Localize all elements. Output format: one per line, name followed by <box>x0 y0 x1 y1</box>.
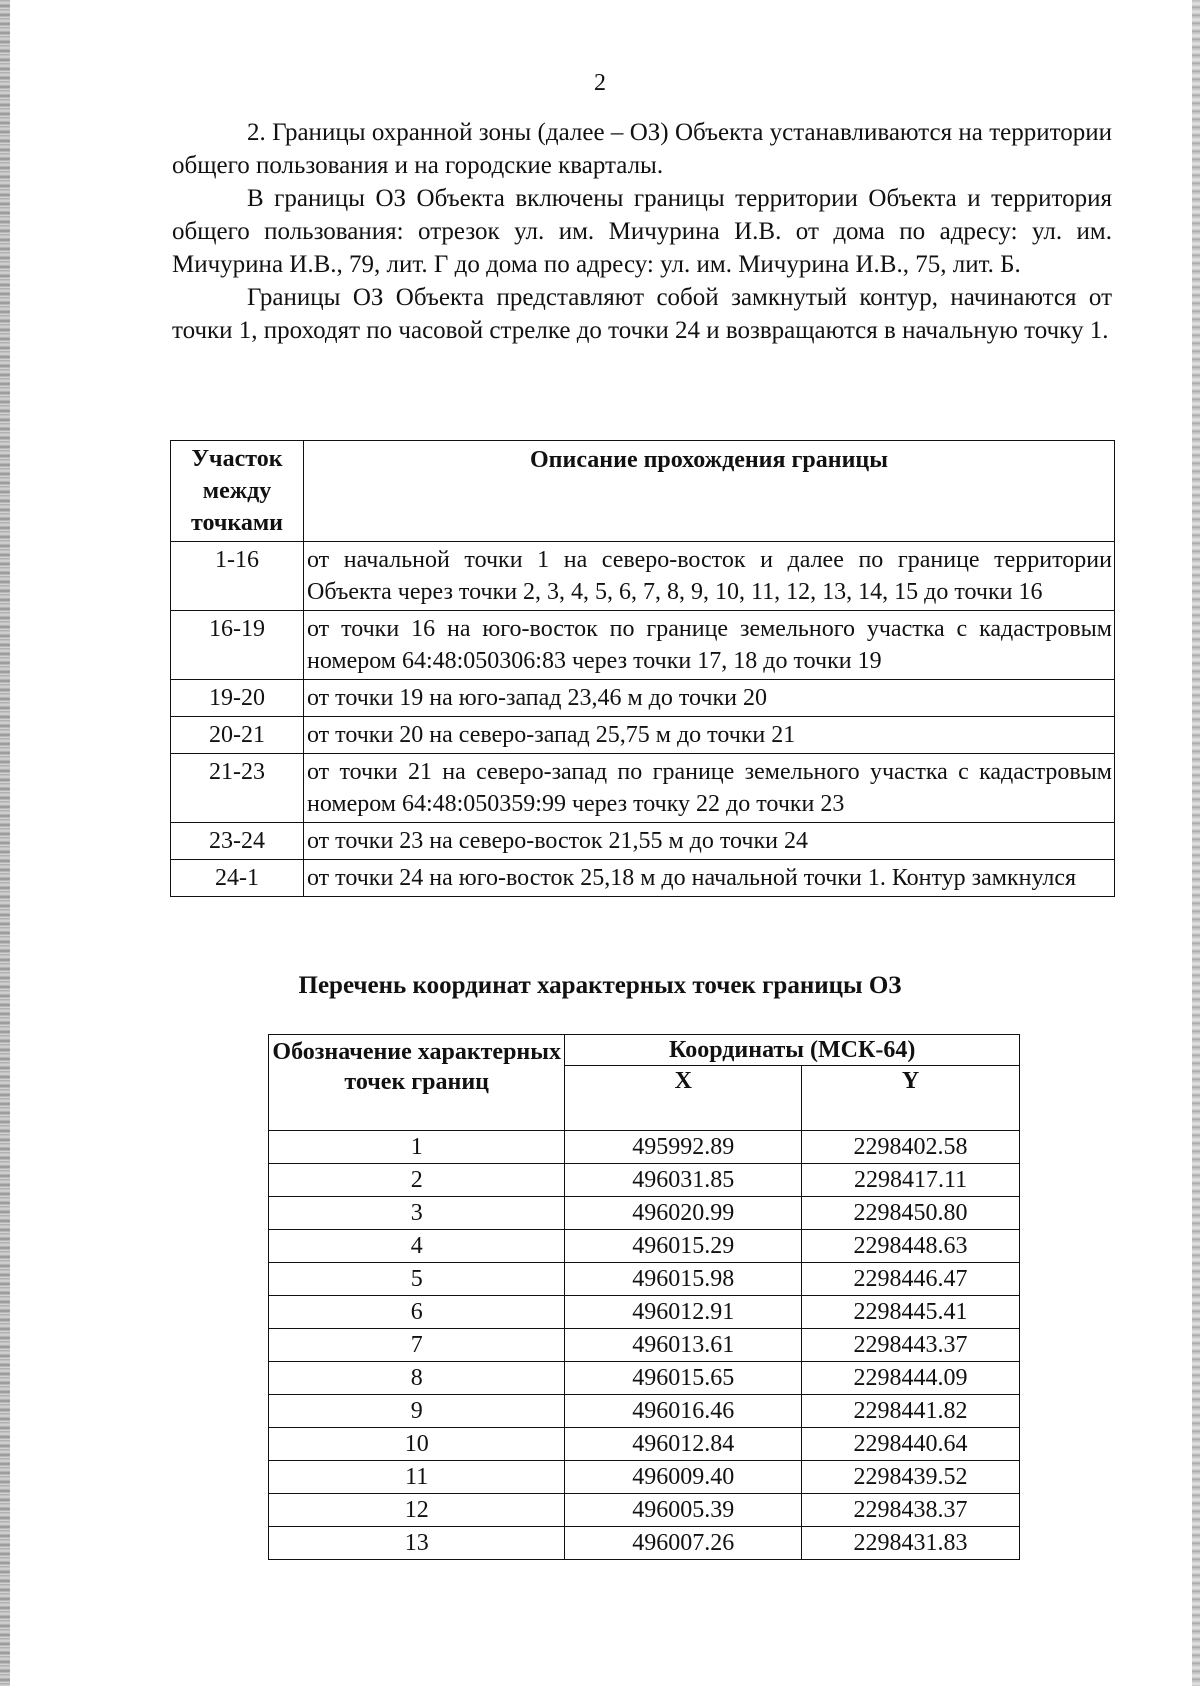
point-cell: 11 <box>269 1461 565 1494</box>
header-point-designation: Обозначение характерных точек границ <box>269 1035 565 1131</box>
segment-cell: 1-16 <box>171 542 304 611</box>
y-cell: 2298446.47 <box>802 1263 1020 1296</box>
paragraph-contour: Границы ОЗ Объекта представляют собой замкнутый контур, начинаются от точки 1, проходят по часовой стрелке до точки 24 и возвращаются в начальную точку 1. <box>172 284 1112 344</box>
point-cell: 6 <box>269 1296 565 1329</box>
boundary-table-body <box>171 542 1115 897</box>
coords-section-title: Перечень координат характерных точек границы ОЗ <box>298 972 902 999</box>
description-cell: от точки 23 на северо-восток 21,55 м до точки 24 <box>304 823 1115 860</box>
point-cell: 5 <box>269 1263 565 1296</box>
page-number: 2 <box>594 70 606 96</box>
table-row <box>269 1296 1020 1329</box>
point-cell: 3 <box>269 1197 565 1230</box>
table-row <box>269 1395 1020 1428</box>
point-cell: 7 <box>269 1329 565 1362</box>
segment-cell: 16-19 <box>171 611 304 680</box>
header-y: Y <box>802 1066 1020 1131</box>
x-cell: 496005.39 <box>565 1494 802 1527</box>
y-cell: 2298438.37 <box>802 1494 1020 1527</box>
table-row <box>269 1263 1020 1296</box>
point-cell: 13 <box>269 1527 565 1560</box>
x-cell: 496015.98 <box>565 1263 802 1296</box>
x-cell: 496015.29 <box>565 1230 802 1263</box>
description-cell: от точки 19 на юго-запад 23,46 м до точки 20 <box>304 680 1115 717</box>
point-cell: 4 <box>269 1230 565 1263</box>
table-row <box>171 717 1115 754</box>
table-row <box>171 680 1115 717</box>
y-cell: 2298443.37 <box>802 1329 1020 1362</box>
y-cell: 2298402.58 <box>802 1131 1020 1164</box>
x-cell: 496013.61 <box>565 1329 802 1362</box>
point-cell: 12 <box>269 1494 565 1527</box>
x-cell: 496015.65 <box>565 1362 802 1395</box>
y-cell: 2298448.63 <box>802 1230 1020 1263</box>
y-cell: 2298440.64 <box>802 1428 1020 1461</box>
table-row <box>171 823 1115 860</box>
coordinates-table <box>268 1034 1020 1560</box>
table-row <box>269 1164 1020 1197</box>
y-cell: 2298441.82 <box>802 1395 1020 1428</box>
table-row <box>269 1494 1020 1527</box>
x-cell: 496031.85 <box>565 1164 802 1197</box>
y-cell: 2298439.52 <box>802 1461 1020 1494</box>
description-cell: от точки 21 на северо-запад по границе земельного участка с кадастровым номером 64:48:050359:99 через точку 22 до точки 23 <box>304 754 1115 823</box>
point-cell: 2 <box>269 1164 565 1197</box>
description-cell: от точки 24 на юго-восток 25,18 м до начальной точки 1. Контур замкнулся <box>304 860 1115 897</box>
table-row <box>269 1329 1020 1362</box>
point-cell: 8 <box>269 1362 565 1395</box>
point-cell: 9 <box>269 1395 565 1428</box>
header-x: X <box>565 1066 802 1131</box>
x-cell: 496020.99 <box>565 1197 802 1230</box>
point-cell: 1 <box>269 1131 565 1164</box>
x-cell: 496012.84 <box>565 1428 802 1461</box>
table-row <box>171 611 1115 680</box>
table-row <box>269 1131 1020 1164</box>
header-segment: Участок между точками <box>171 441 304 542</box>
boundary-description-table <box>170 440 1115 897</box>
scan-edge-right <box>1192 0 1200 1686</box>
table-row <box>171 754 1115 823</box>
boundary-table-header <box>171 441 1115 542</box>
table-row <box>269 1197 1020 1230</box>
x-cell: 495992.89 <box>565 1131 802 1164</box>
body-text <box>172 116 1112 347</box>
description-cell: от точки 16 на юго-восток по границе земельного участка с кадастровым номером 64:48:050306:83 через точки 17, 18 до точки 19 <box>304 611 1115 680</box>
y-cell: 2298431.83 <box>802 1527 1020 1560</box>
header-description: Описание прохождения границы <box>304 441 1115 542</box>
coords-table-body <box>269 1131 1020 1560</box>
description-cell: от начальной точки 1 на северо-восток и далее по границе территории Объекта через точки 2, 3, 4, 5, 6, 7, 8, 9, 10, 11, 12, 13, 14, 15 до точки 16 <box>304 542 1115 611</box>
scan-edge-left <box>0 0 10 1686</box>
table-row <box>171 542 1115 611</box>
segment-cell: 20-21 <box>171 717 304 754</box>
description-cell: от точки 20 на северо-запад 25,75 м до точки 21 <box>304 717 1115 754</box>
x-cell: 496016.46 <box>565 1395 802 1428</box>
x-cell: 496009.40 <box>565 1461 802 1494</box>
segment-cell: 23-24 <box>171 823 304 860</box>
y-cell: 2298445.41 <box>802 1296 1020 1329</box>
table-row <box>171 860 1115 897</box>
segment-cell: 21-23 <box>171 754 304 823</box>
paragraph-zone-boundaries: 2. Границы охранной зоны (далее – ОЗ) Объекта устанавливаются на территории общего пользования и на городские кварталы. <box>172 119 1112 179</box>
y-cell: 2298444.09 <box>802 1362 1020 1395</box>
x-cell: 496007.26 <box>565 1527 802 1560</box>
segment-cell: 19-20 <box>171 680 304 717</box>
table-row <box>269 1527 1020 1560</box>
table-row <box>269 1230 1020 1263</box>
table-row <box>269 1428 1020 1461</box>
y-cell: 2298450.80 <box>802 1197 1020 1230</box>
table-row <box>269 1461 1020 1494</box>
table-row <box>269 1362 1020 1395</box>
paragraph-zone-includes: В границы ОЗ Объекта включены границы территории Объекта и территория общего пользования: отрезок ул. им. Мичурина И.В. от дома по адресу: ул. им. Мичурина И.В., 79, лит. Г до дома по адресу: ул. им. Мичурина И.В., 75, лит. Б. <box>172 185 1112 278</box>
x-cell: 496012.91 <box>565 1296 802 1329</box>
coords-header-row-1 <box>269 1035 1020 1066</box>
point-cell: 10 <box>269 1428 565 1461</box>
y-cell: 2298417.11 <box>802 1164 1020 1197</box>
header-coordinates: Координаты (МСК-64) <box>565 1035 1020 1066</box>
segment-cell: 24-1 <box>171 860 304 897</box>
